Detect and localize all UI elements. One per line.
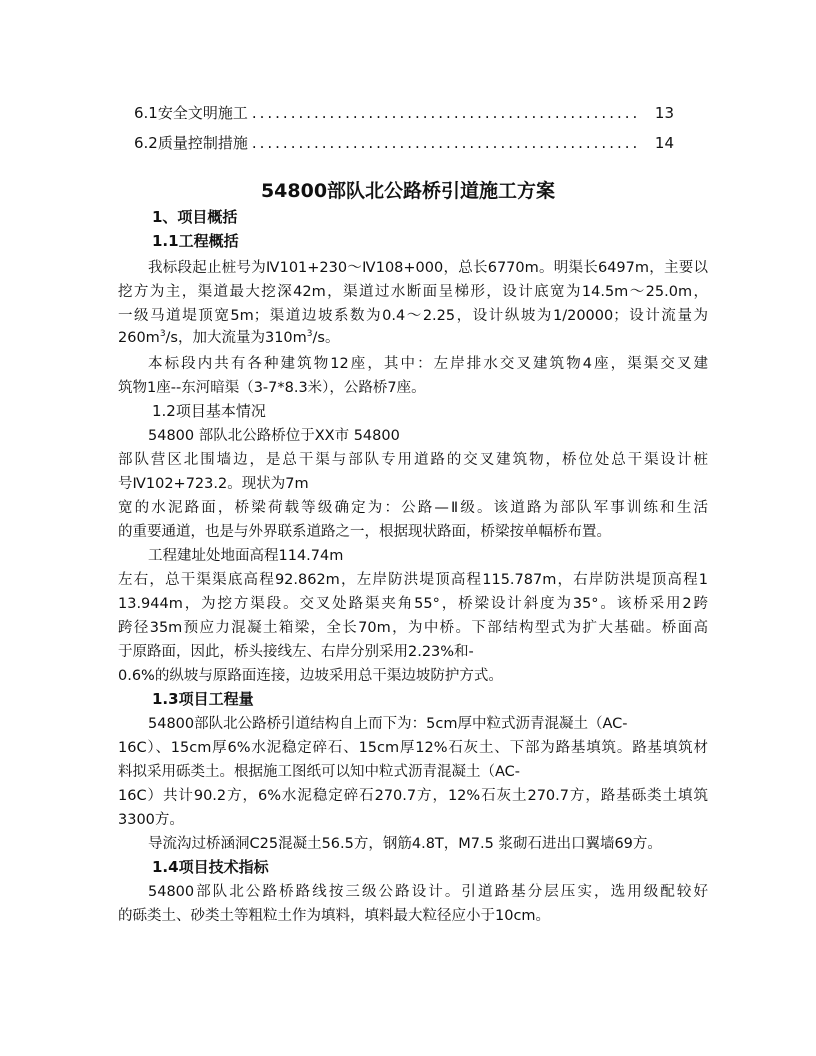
heading-1-2: 1.2项目基本情况 [152,402,266,420]
heading-1: 1、项目概括 [152,208,238,226]
toc-leader-dots: .................................................. [251,104,641,122]
toc-label: 6.2质量控制措施 [134,134,248,152]
paragraph-line: 的砾类土、砂类土等粗粒土作为填料，填料最大粒径应小于10cm。 [118,908,551,924]
paragraph-line: 54800 部队北公路桥位于XX市 54800 [148,428,400,444]
paragraph-line: 跨径35m预应力混凝土箱梁，全长70m，为中桥。下部结构型式为扩大基础。桥面高 [118,620,708,636]
paragraph-line: 一级马道堤顶宽5m；渠道边坡系数为0.4～2.25，设计纵坡为1/20000；设计流量为 [118,308,708,324]
heading-1-1: 1.1工程概括 [152,232,239,250]
toc-page-number: 13 [654,104,674,122]
paragraph-line: 宽的水泥路面，桥梁荷载等级确定为：公路—Ⅱ级。该道路为部队军事训练和生活 [118,500,708,516]
paragraph-line: 于原路面，因此，桥头接线左、右岸分别采用2.23%和- [118,644,474,660]
paragraph-line: 16C）、15cm厚6%水泥稳定碎石、15cm厚12%石灰土、下部为路基填筑。路基填筑材 [118,740,708,756]
paragraph-line: 0.6%的纵坡与原路面连接，边坡采用总干渠边坡防护方式。 [118,668,503,684]
paragraph-line: 部队营区北围墙边，是总干渠与部队专用道路的交叉建筑物，桥位处总干渠设计桩 [118,452,708,468]
paragraph-line: 本标段内共有各种建筑物12座，其中：左岸排水交叉建筑物4座，渠渠交叉建 [148,356,708,372]
superscript: 3 [159,329,166,340]
text-fragment: /s，加大流量为310m [165,330,307,346]
paragraph-line: 我标段起止桩号为Ⅳ101+230～Ⅳ108+000，总长6770m。明渠长6497m，主要以 [148,260,708,276]
paragraph-line: 54800部队北公路桥路线按三级公路设计。引道路基分层压实，选用级配较好 [148,884,708,900]
toc-label: 6.1安全文明施工 [134,104,248,122]
text-fragment: /s。 [312,330,340,346]
paragraph-line: 料拟采用砾类土。根据施工图纸可以知中粒式沥青混凝土（AC- [118,764,521,780]
paragraph-line: 号Ⅳ102+723.2。现状为7m [118,476,309,492]
toc-entry-6-2[interactable] [134,132,674,153]
heading-1-3: 1.3项目工程量 [152,690,254,708]
superscript: 3 [306,329,313,340]
paragraph-line: 13.944m，为挖方渠段。交叉处路渠夹角55°，桥梁设计斜度为35°。该桥采用2跨 [118,596,708,612]
paragraph-line: 54800部队北公路桥引道结构自上而下为：5cm厚中粒式沥青混凝土（AC- [148,716,628,732]
text-fragment: 260m [118,330,160,346]
toc-page-number: 14 [654,134,674,152]
toc-entry-6-1[interactable] [134,102,674,123]
paragraph-line-flow [118,326,708,347]
paragraph-line: 工程建址处地面高程114.74m [148,548,344,564]
paragraph-line: 筑物1座--东河暗渠（3-7*8.3米），公路桥7座。 [118,380,426,396]
paragraph-line: 导流沟过桥涵洞C25混凝土56.5方，钢筋4.8T，M7.5 浆砌石进出口翼墙69方。 [148,836,662,852]
paragraph-line: 16C）共计90.2方，6%水泥稳定碎石270.7方，12%石灰土270.7方，路基砾类土填筑 [118,788,708,804]
toc-leader-dots: .................................................. [251,134,641,152]
paragraph-line: 挖方为主，渠道最大挖深42m，渠道过水断面呈梯形，设计底宽为14.5m～25.0m， [118,284,708,300]
paragraph-line: 左右，总干渠渠底高程92.862m，左岸防洪堤顶高程115.787m，右岸防洪堤顶高程1 [118,572,708,588]
document-title: 54800部队北公路桥引道施工方案 [260,180,556,202]
paragraph-line: 的重要通道，也是与外界联系道路之一，根据现状路面，桥梁按单幅桥布置。 [118,524,611,540]
paragraph-line: 3300方。 [118,812,184,828]
heading-1-4: 1.4项目技术指标 [152,858,269,876]
